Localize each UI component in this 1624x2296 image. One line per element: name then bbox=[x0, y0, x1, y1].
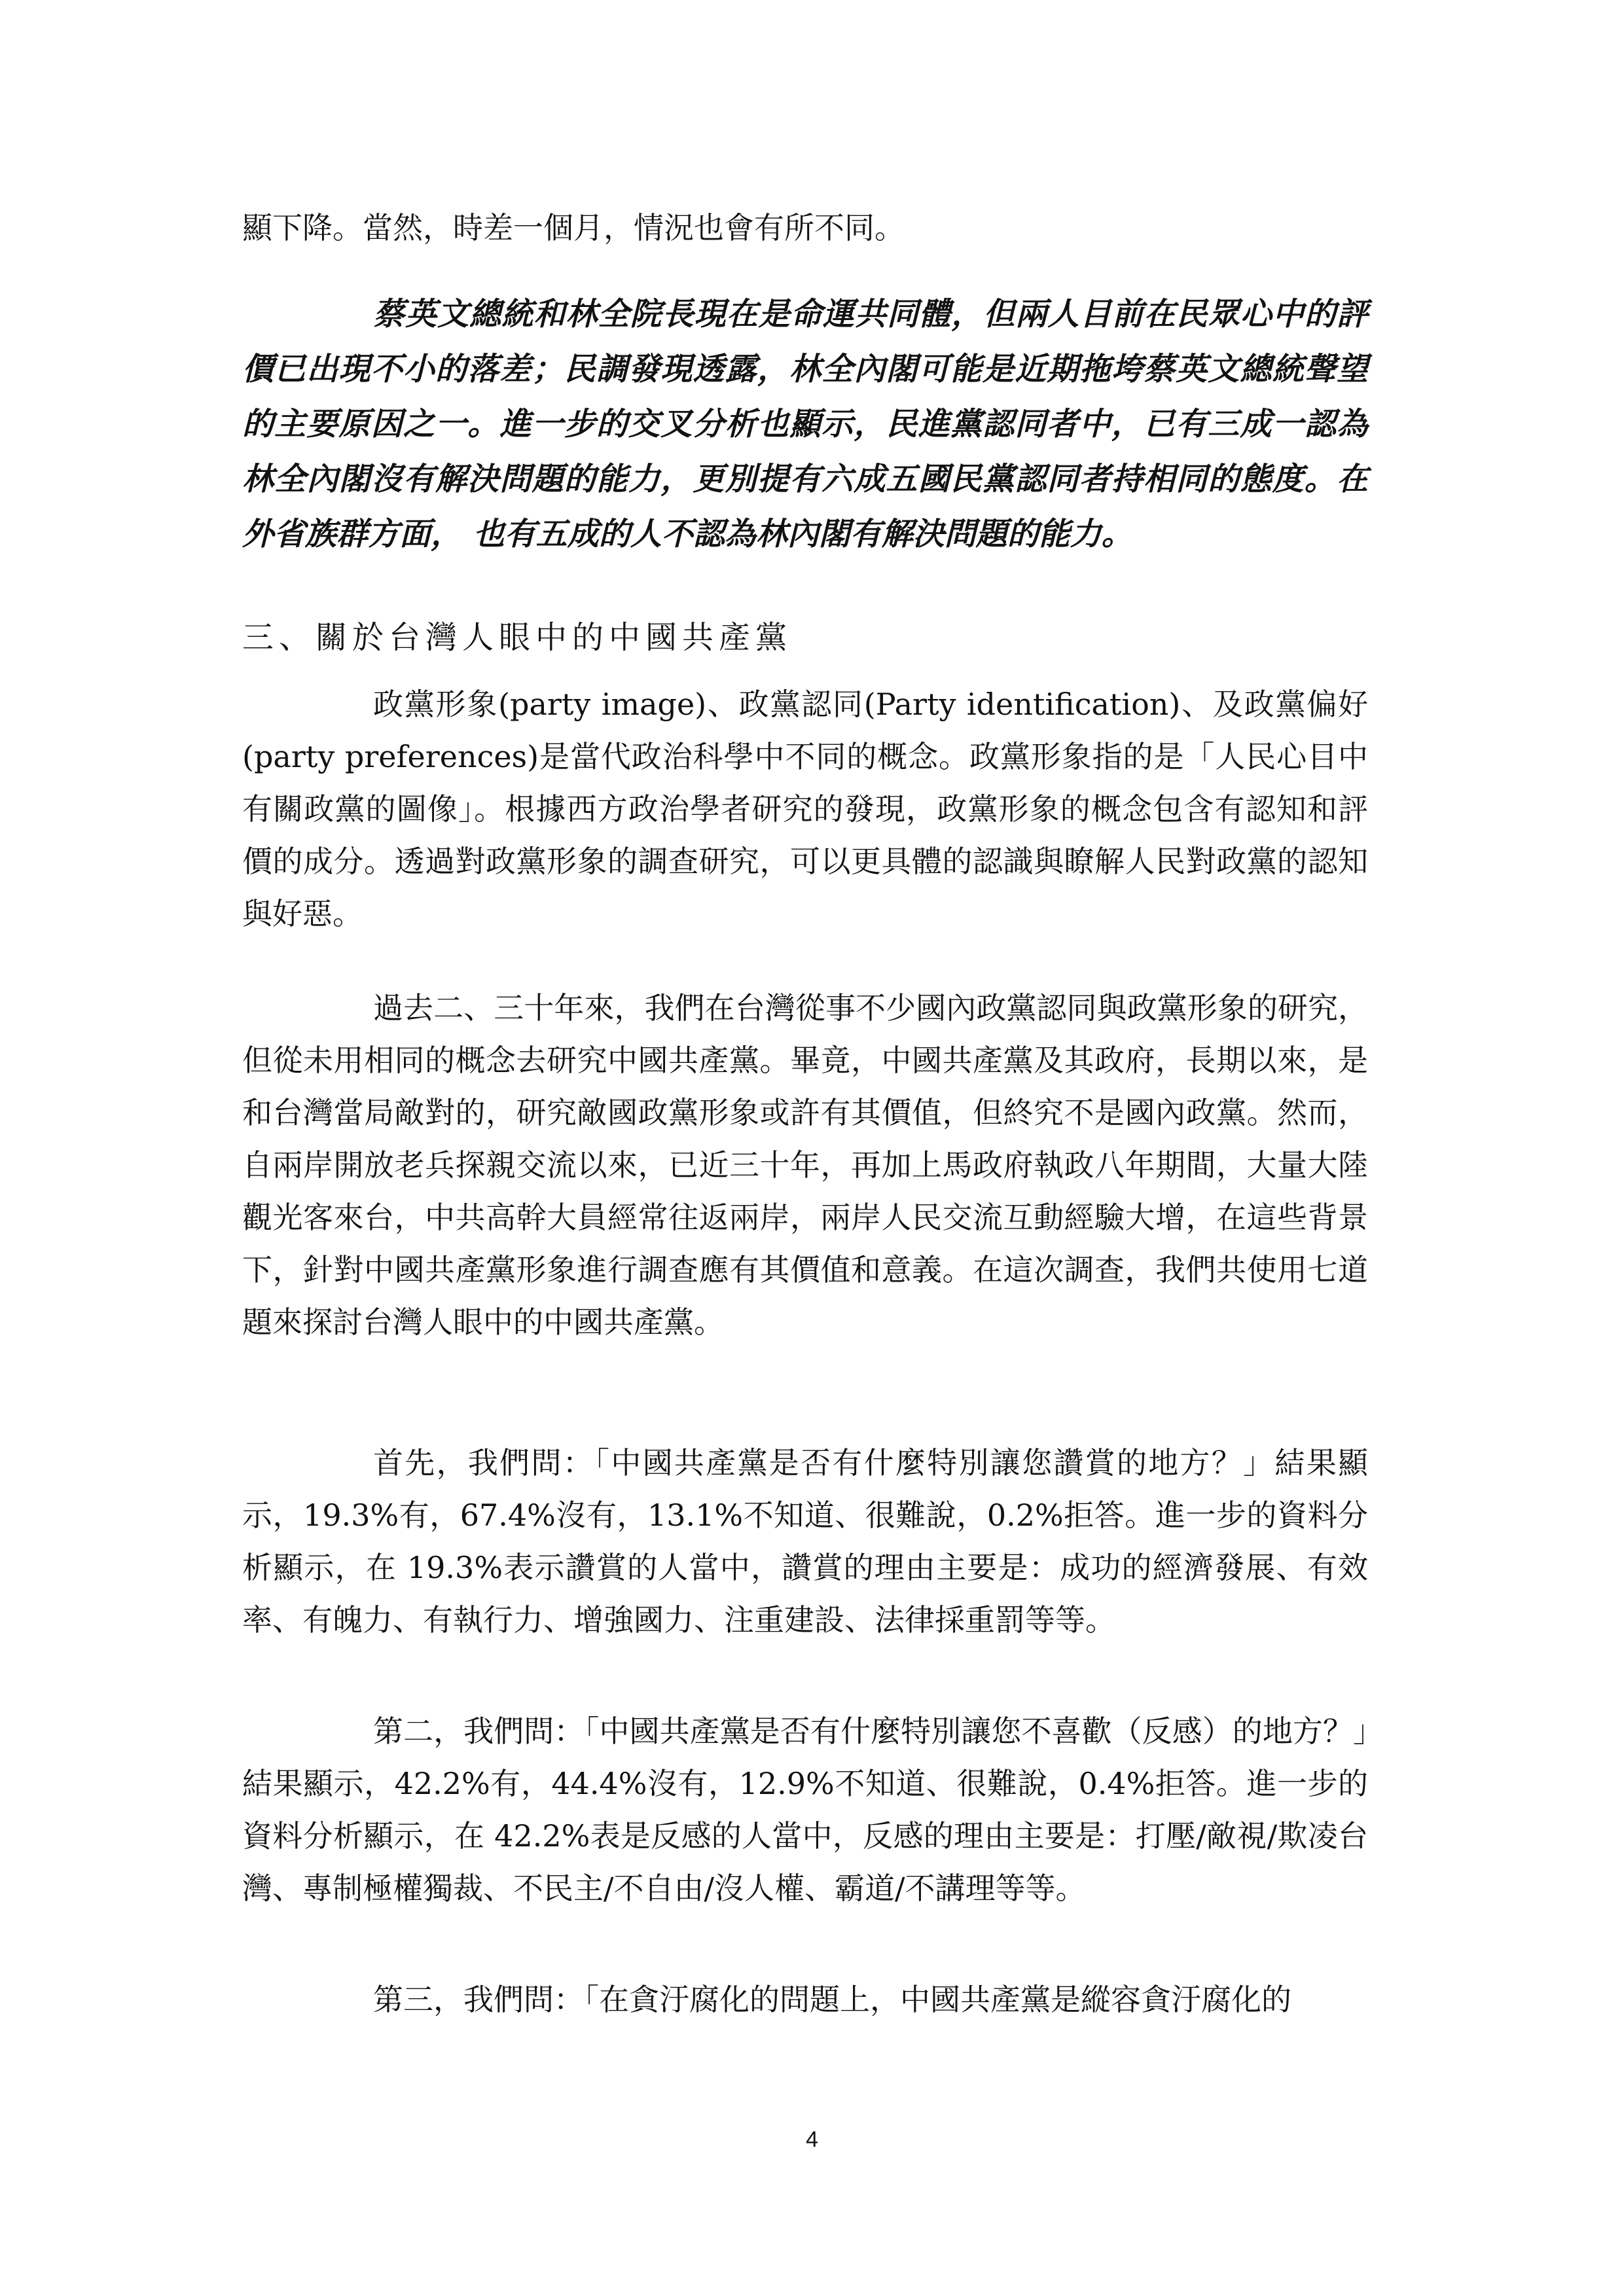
section-heading: 三、關於台灣人眼中的中國共產黨 bbox=[242, 619, 793, 656]
highlight-paragraph: 蔡英文總統和林全院長現在是命運共同體，但兩人目前在民眾心中的評價已出現不小的落差；民調發現透露，林全內閣可能是近期拖垮蔡英文總統聲望的主要原因之一。進一步的交叉分析也顯示，民進黨認同者中，已有三成一認為林全內閣沒有解決問題的能力，更別提有六成五國民黨認同者持相同的態度。在外省族群方面， 也有五成的人不認為林內閣有解決問題的能力。 bbox=[242, 296, 1368, 552]
paragraph-second-question: 第二，我們問：「中國共產黨是否有什麼特別讓您不喜歡（反感）的地方？」結果顯示，42.2%有，44.4%沒有，12.9%不知道、很難說，0.4%拒答。進一步的資料分析顯示，在 42.2%表是反感的人當中，反感的理由主要是：打壓/敵視/欺凌台灣、專制極權獨裁、不民主/不自由/沒人權、霸道/不講理等等。 bbox=[242, 1713, 1368, 1906]
paragraph-first-question: 首先，我們問：「中國共產黨是否有什麼特別讓您讚賞的地方？」結果顯示，19.3%有，67.4%沒有，13.1%不知道、很難說，0.2%拒答。進一步的資料分析顯示，在 19.3%表示讚賞的人當中，讚賞的理由主要是：成功的經濟發展、有效率、有魄力、有執行力、增強國力、注重建設、法律採重罰等等。 bbox=[242, 1445, 1368, 1638]
page-number: 4 bbox=[806, 2127, 818, 2152]
paragraph-third-question: 第三，我們問：「在貪汙腐化的問題上，中國共產黨是縱容貪汙腐化的 bbox=[373, 1982, 1291, 2017]
paragraph-history: 過去二、三十年來，我們在台灣從事不少國內政黨認同與政黨形象的研究，但從未用相同的概念去研究中國共產黨。畢竟，中國共產黨及其政府，長期以來，是和台灣當局敵對的，研究敵國政黨形象或許有其價值，但終究不是國內政黨。然而，自兩岸開放老兵探親交流以來，已近三十年，再加上馬政府執政八年期間，大量大陸觀光客來台，中共高幹大員經常往返兩岸，兩岸人民交流互動經驗大增，在這些背景下，針對中國共產黨形象進行調查應有其價值和意義。在這次調查，我們共使用七道題來探討台灣人眼中的中國共產黨。 bbox=[242, 990, 1368, 1340]
intro-line: 顯下降。當然，時差一個月，情況也會有所不同。 bbox=[242, 210, 905, 245]
paragraph-party-image: 政黨形象(party image)、政黨認同(Party identification)、及政黨偏好(party preferences)是當代政治科學中不同的概念。政黨形象指的是「人民心目中有關政黨的圖像」。根據西方政治學者研究的發現，政黨形象的概念包含有認知和評價的成分。透過對政黨形象的調查研究，可以更具體的認識與瞭解人民對政黨的認知與好惡。 bbox=[242, 687, 1368, 931]
